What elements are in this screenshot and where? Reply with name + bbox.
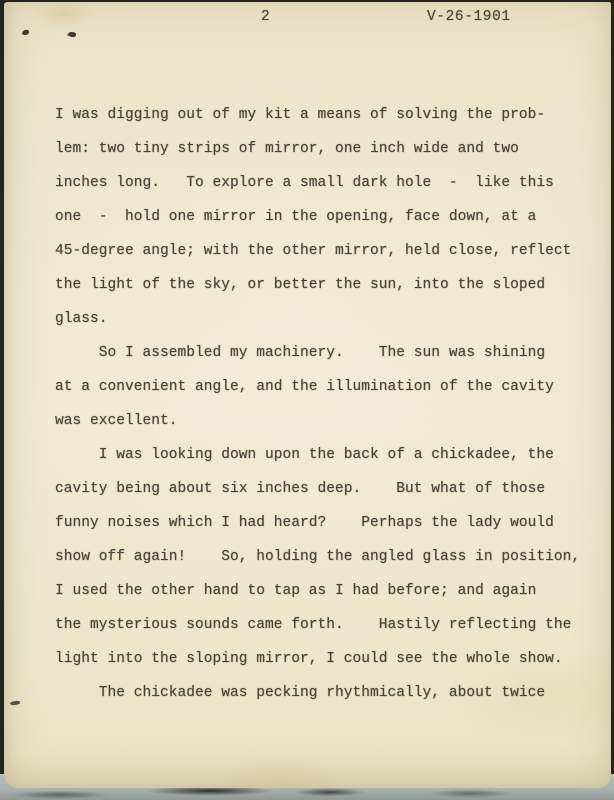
typewritten-text — [55, 98, 585, 710]
text-line: I was digging out of my kit a means of solving the prob- — [55, 107, 546, 123]
text-line: the light of the sky, or better the sun, into the sloped — [55, 277, 546, 293]
text-line: at a convenient angle, and the illumination of the cavity — [55, 379, 554, 395]
text-line: the mysterious sounds came forth. Hastily reflecting the — [55, 617, 572, 633]
text-line: one - hold one mirror in the opening, face down, at a — [55, 209, 537, 225]
text-line: glass. — [55, 311, 108, 327]
text-line: funny noises which I had heard? Perhaps the lady would — [55, 515, 554, 531]
text-line: So I assembled my machinery. The sun was shining — [55, 345, 546, 361]
text-line: cavity being about six inches deep. But what of those — [55, 481, 546, 497]
ink-speck — [21, 29, 29, 36]
text-line: I used the other hand to tap as I had before; and again — [55, 583, 537, 599]
manuscript-page — [4, 2, 611, 788]
page-header — [4, 9, 611, 29]
text-line: light into the sloping mirror, I could see the whole show. — [55, 651, 563, 667]
text-line: show off again! So, holding the angled glass in position, — [55, 549, 581, 565]
text-line: inches long. To explore a small dark hole - like this — [55, 175, 554, 191]
text-line: I was looking down upon the back of a chickadee, the — [55, 447, 554, 463]
ink-speck — [68, 31, 77, 37]
text-line: 45-degree angle; with the other mirror, held close, reflect — [55, 243, 572, 259]
page-number: 2 — [261, 9, 270, 25]
text-line: was excellent. — [55, 413, 178, 429]
ink-speck — [10, 700, 20, 705]
text-line: lem: two tiny strips of mirror, one inch wide and two — [55, 141, 519, 157]
document-code: V-26-1901 — [427, 9, 511, 25]
text-line: The chickadee was pecking rhythmically, about twice — [55, 685, 546, 701]
